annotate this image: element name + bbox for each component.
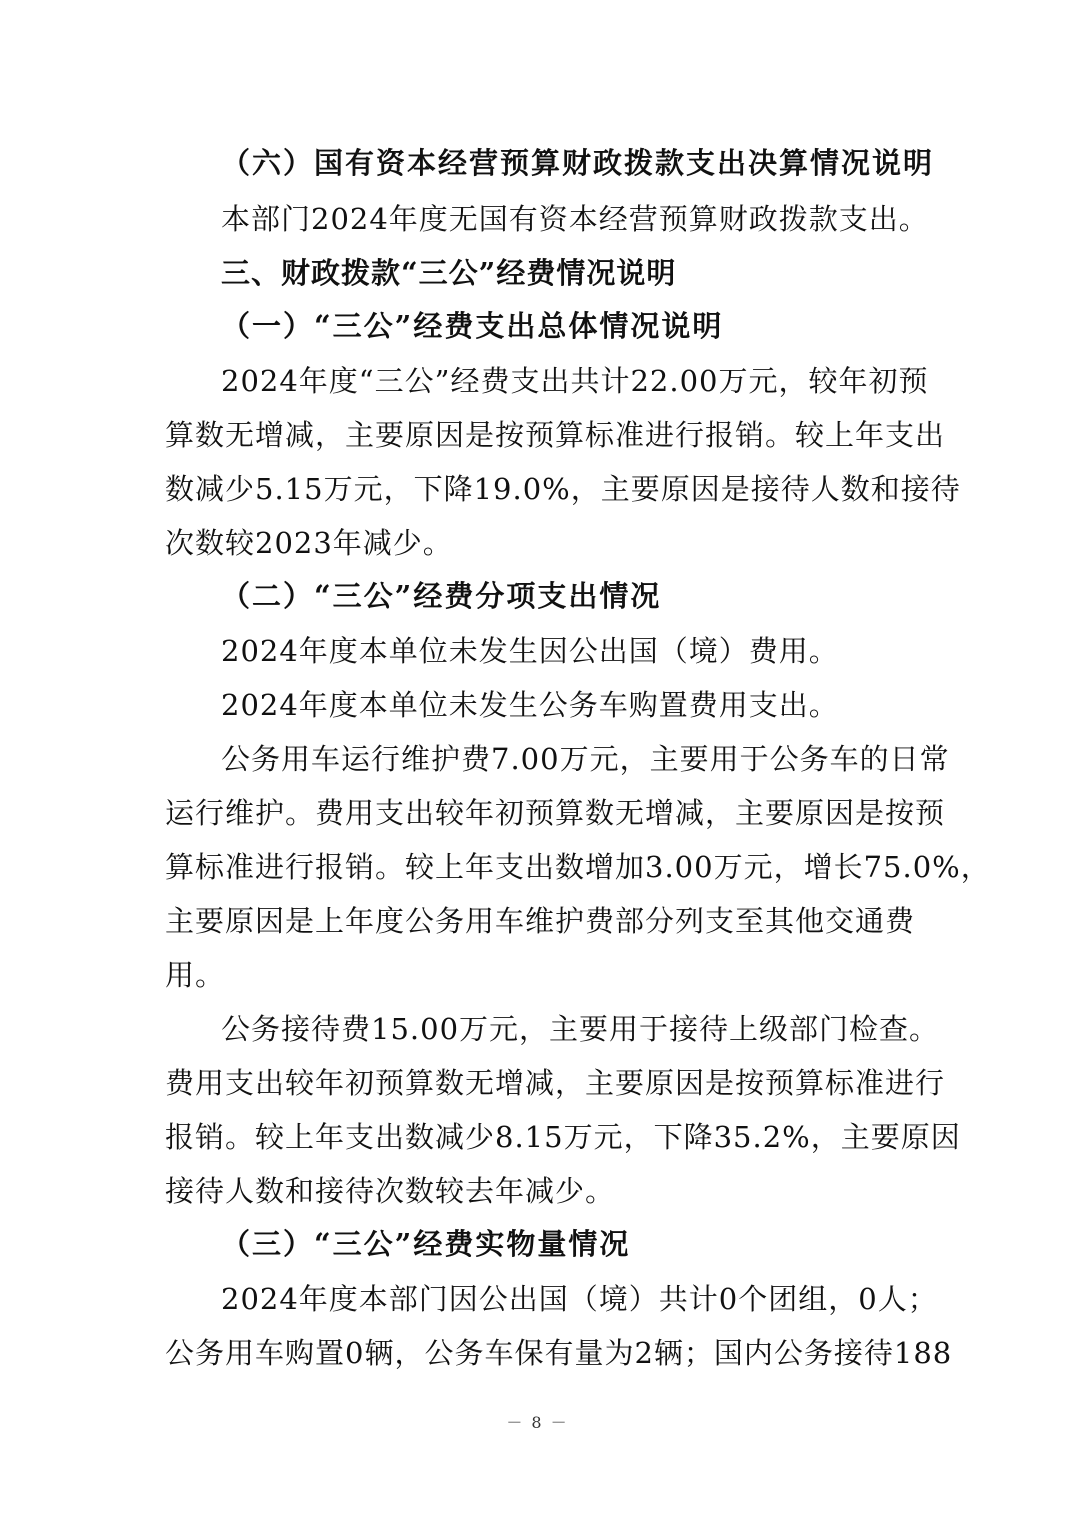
subsection-3-line: 2024年度本部门因公出国（境）共计0个团组，0人； xyxy=(221,1282,938,1316)
section-3-heading: 三、财政拨款“三公”经费情况说明 xyxy=(221,256,677,290)
section-6-body: 本部门2024年度无国有资本经营预算财政拨款支出。 xyxy=(221,202,929,236)
subsection-2-heading: （二）“三公”经费分项支出情况 xyxy=(221,579,662,613)
subsection-2-para-3-line: 主要原因是上年度公务用车维护费部分列支至其他交通费 xyxy=(165,904,916,938)
subsection-3-heading: （三）“三公”经费实物量情况 xyxy=(221,1227,631,1261)
page-number: － 8 － xyxy=(506,1413,569,1432)
subsection-1-line: 2024年度“三公”经费支出共计22.00万元，较年初预 xyxy=(221,364,929,398)
subsection-2-para-3-line: 算标准进行报销。较上年支出数增加3.00万元，增长75.0%， xyxy=(165,850,991,884)
subsection-2-para-4-line: 费用支出较年初预算数无增减，主要原因是按预算标准进行 xyxy=(165,1066,946,1100)
subsection-1-line: 算数无增减，主要原因是按预算标准进行报销。较上年支出 xyxy=(165,418,946,452)
subsection-2-para-2: 2024年度本单位未发生公务车购置费用支出。 xyxy=(221,688,839,722)
subsection-2-para-1: 2024年度本单位未发生因公出国（境）费用。 xyxy=(221,634,839,668)
subsection-2-para-4-line: 公务接待费15.00万元，主要用于接待上级部门检查。 xyxy=(221,1012,940,1046)
section-6-heading: （六）国有资本经营预算财政拨款支出决算情况说明 xyxy=(221,146,935,180)
subsection-3-line: 公务用车购置0辆，公务车保有量为2辆；国内公务接待188 xyxy=(165,1336,953,1370)
subsection-1-line: 数减少5.15万元，下降19.0%，主要原因是接待人数和接待 xyxy=(165,472,961,506)
subsection-2-para-3-line: 运行维护。费用支出较年初预算数无增减，主要原因是按预 xyxy=(165,796,946,830)
subsection-2-para-4-line: 报销。较上年支出数减少8.15万元，下降35.2%，主要原因 xyxy=(165,1120,961,1154)
subsection-1-heading: （一）“三公”经费支出总体情况说明 xyxy=(221,309,724,343)
subsection-1-line: 次数较2023年减少。 xyxy=(165,526,453,560)
subsection-2-para-3-line: 公务用车运行维护费7.00万元，主要用于公务车的日常 xyxy=(221,742,950,776)
subsection-2-para-4-line: 接待人数和接待次数较去年减少。 xyxy=(165,1174,616,1208)
subsection-2-para-3-line: 用。 xyxy=(165,958,226,992)
